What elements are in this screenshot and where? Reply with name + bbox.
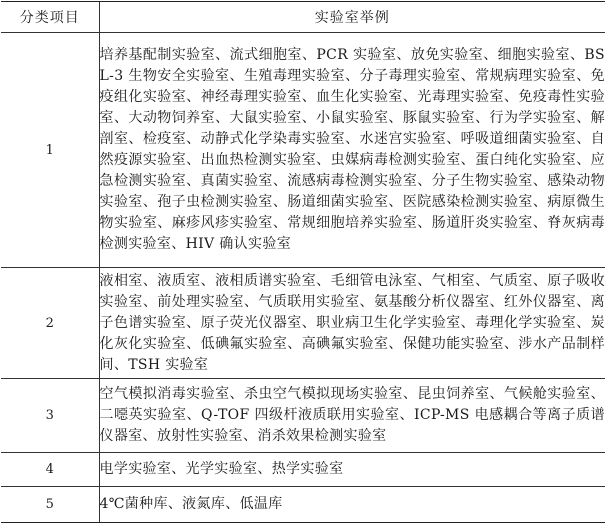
header-row <box>1 2 605 33</box>
table-row <box>1 379 605 453</box>
header-category: 分类项目 <box>1 2 99 33</box>
examples-cell: 液相室、液质室、液相质谱实验室、毛细管电泳室、气相室、气质室、原子吸收实验室、前处理实验室、气质联用实验室、氨基酸分析仪器室、红外仪器室、离子色谱实验室、原子荧光仪器室、职业病卫生化学实验室、毒理化学实验室、炭化灰化实验室、低碘氟实验室、高碘氟实验室、保健功能实验室、涉水产品制样间、TSH 实验室 <box>99 268 605 379</box>
category-cell: 1 <box>1 33 99 268</box>
category-cell: 3 <box>1 379 99 453</box>
table-row <box>1 33 605 268</box>
examples-cell: 空气模拟消毒实验室、杀虫空气模拟现场实验室、昆虫饲养室、气候舱实验室、二噁英实验室、Q-TOF 四级杆液质联用实验室、ICP-MS 电感耦合等离子质谱仪器室、放射性实验室、消杀效果检测实验室 <box>99 379 605 453</box>
category-cell: 5 <box>1 487 99 523</box>
header-examples: 实验室举例 <box>99 2 605 33</box>
lab-classification-table <box>1 1 605 523</box>
table-row <box>1 268 605 379</box>
examples-cell: 4℃菌种库、液氮库、低温库 <box>99 487 605 523</box>
category-cell: 4 <box>1 453 99 487</box>
category-cell: 2 <box>1 268 99 379</box>
examples-cell: 培养基配制实验室、流式细胞室、PCR 实验室、放免实验室、细胞实验室、BSL-3 生物安全实验室、生殖毒理实验室、分子毒理实验室、常规病理实验室、免疫组化实验室、神经毒理实验室、血生化实验室、光毒理实验室、免疫毒性实验室、大动物饲养室、大鼠实验室、小鼠实验室、豚鼠实验室、行为学实验室、解剖室、检疫室、动静式化学染毒实验室、水迷宫实验室、呼吸道细菌实验室、自然疫源实验室、出血热检测实验室、虫媒病毒检测实验室、蛋白纯化实验室、应急检测实验室、真菌实验室、流感病毒检测实验室、分子生物实验室、感染动物实验室、孢子虫检测实验室、肠道细菌实验室、医院感染检测实验室、病原微生物实验室、麻疹风疹实验室、常规细胞培养实验室、肠道肝炎实验室、脊灰病毒检测实验室、HIV 确认实验室 <box>99 33 605 268</box>
table-row <box>1 487 605 523</box>
examples-cell: 电学实验室、光学实验室、热学实验室 <box>99 453 605 487</box>
table-row <box>1 453 605 487</box>
